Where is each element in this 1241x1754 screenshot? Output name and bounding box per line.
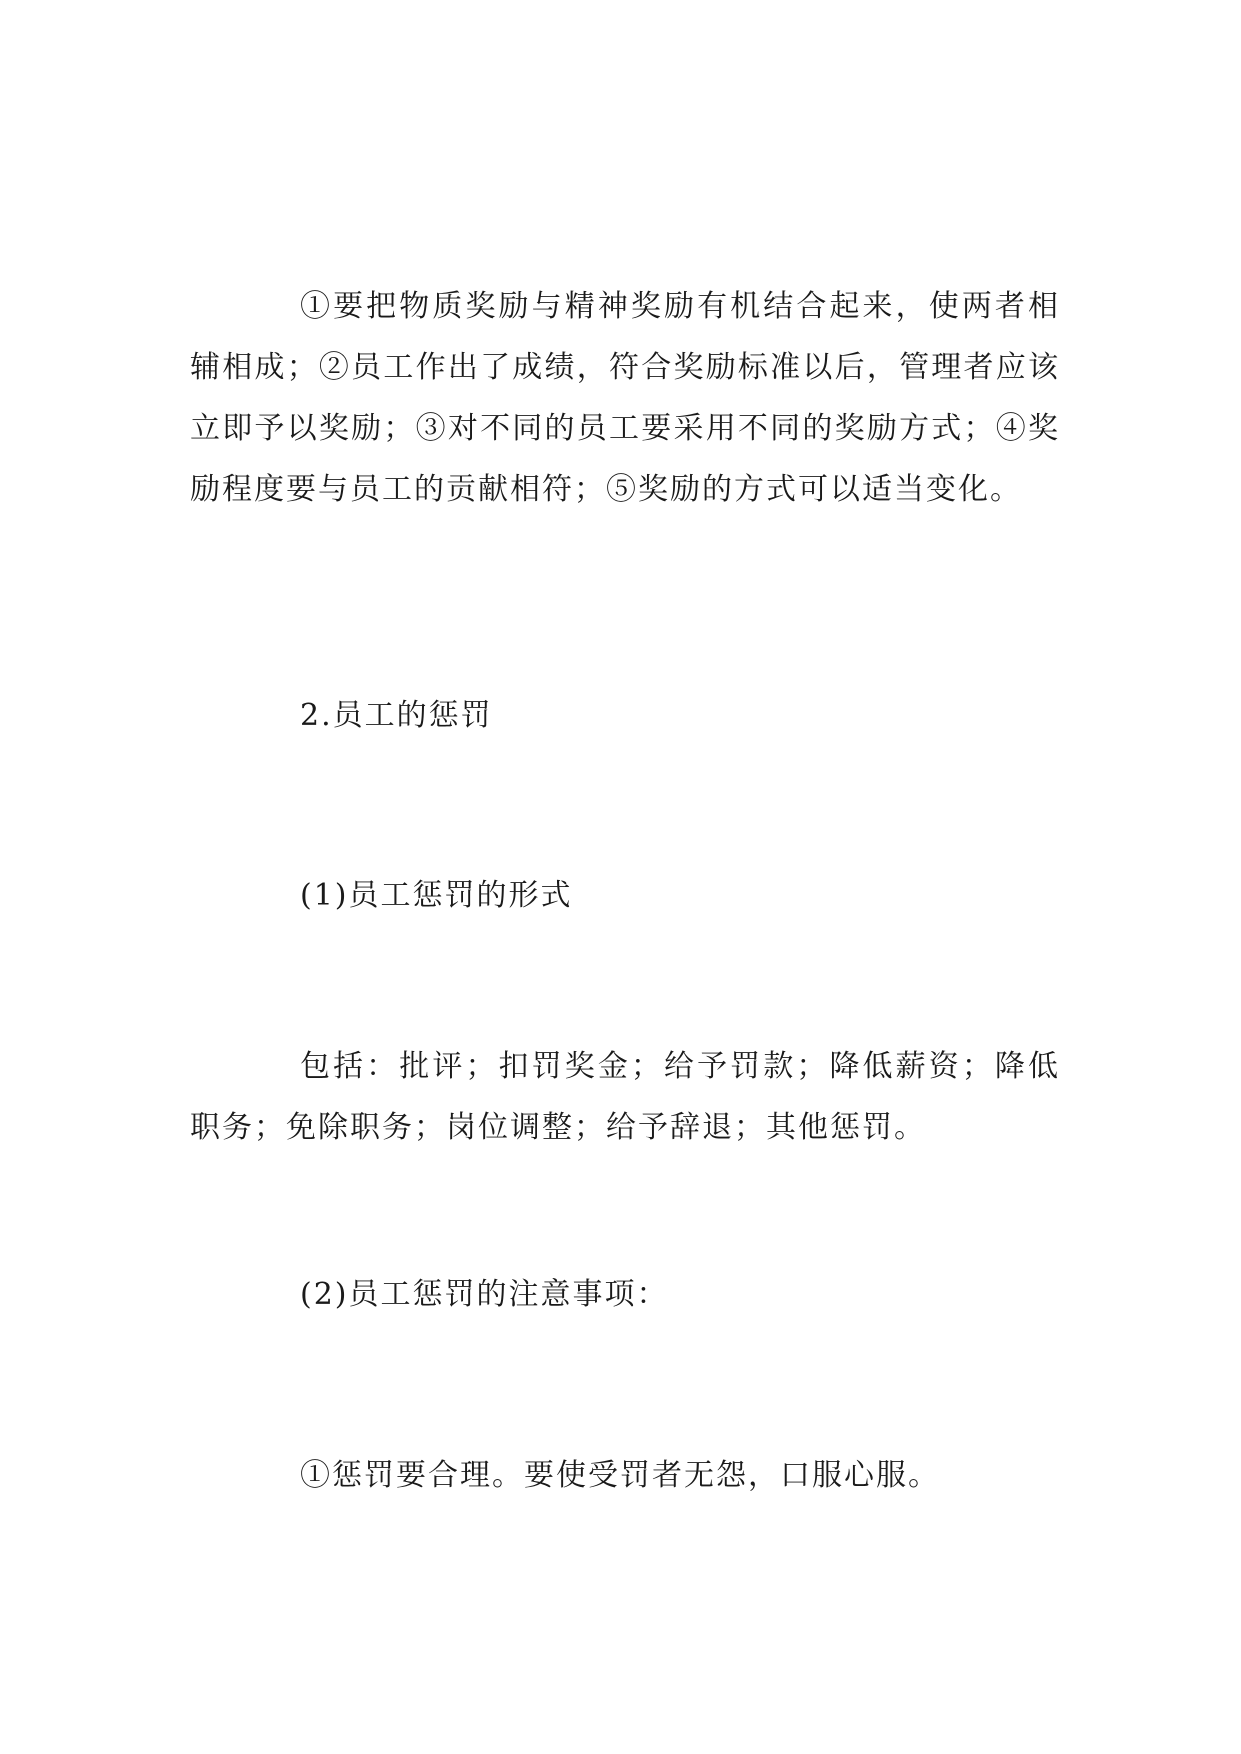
section-heading-punishment: 2.员工的惩罚	[300, 698, 493, 733]
reward-principles-paragraph: ①要把物质奖励与精神奖励有机结合起来，使两者相辅相成；②员工作出了成绩，符合奖励标准以后，管理者应该立即予以奖励；③对不同的员工要采用不同的奖励方式；④奖励程度要与员工的贡献相符；⑤奖励的方式可以适当变化。	[190, 289, 1060, 507]
punishment-forms-paragraph: 包括：批评；扣罚奖金；给予罚款；降低薪资；降低职务；免除职务；岗位调整；给予辞退；其他惩罚。	[190, 1049, 1060, 1145]
subheading-punishment-notes: (2)员工惩罚的注意事项：	[300, 1277, 669, 1312]
subheading-punishment-forms: (1)员工惩罚的形式	[300, 878, 573, 913]
punishment-note-1: ①惩罚要合理。要使受罚者无怨，口服心服。	[300, 1458, 940, 1493]
